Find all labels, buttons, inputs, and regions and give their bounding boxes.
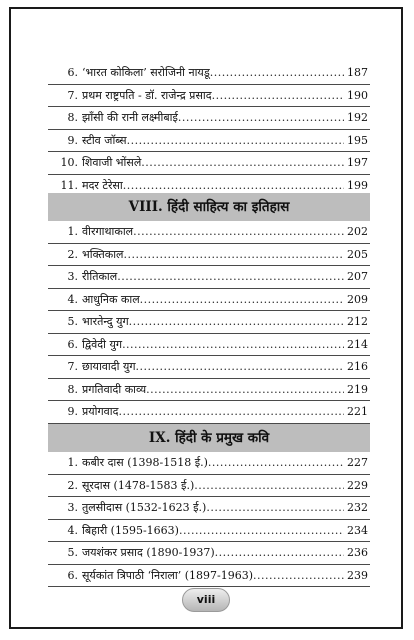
entry-title: ‘भारत कोकिला’ सरोजिनी नायडू .....: [82, 66, 344, 79]
entry-title: द्विवेदी युग .....: [82, 338, 344, 351]
toc-entry[interactable]: [48, 497, 370, 520]
entry-title: स्टीव जॉब्स .....: [82, 134, 344, 147]
toc-entry[interactable]: [48, 85, 370, 108]
toc-entry[interactable]: [48, 152, 370, 175]
entry-number: 2.: [67, 247, 78, 261]
entry-page: 190: [346, 85, 368, 107]
entry-title: आधुनिक काल .....: [82, 293, 344, 306]
toc-entry[interactable]: [48, 356, 370, 379]
entry-page: 207: [346, 266, 368, 288]
entry-title: जयशंकर प्रसाद (1890-1937) .....: [82, 546, 344, 559]
toc-list-ix: [48, 452, 370, 587]
entry-page: 205: [346, 244, 368, 266]
entry-number: 3.: [67, 501, 78, 514]
entry-page: 234: [346, 520, 368, 542]
entry-page: 195: [346, 130, 368, 152]
entry-number: 8.: [67, 111, 78, 124]
entry-title: झाँसी की रानी लक्ष्मीबाई .....: [82, 111, 344, 124]
entry-number: 7.: [67, 360, 78, 373]
entry-title: छायावादी युग .....: [82, 360, 344, 373]
entry-title: प्रयोगवाद .....: [82, 405, 344, 418]
entry-page: 216: [346, 356, 368, 378]
toc-entry[interactable]: [48, 221, 370, 244]
entry-number: 6.: [67, 66, 78, 79]
entry-title: भक्तिकाल .....: [82, 248, 344, 261]
entry-title: भारतेन्दु युग .....: [82, 315, 344, 328]
toc-entry[interactable]: [48, 565, 370, 588]
entry-number: 4.: [67, 292, 78, 306]
entry-page: 197: [346, 152, 368, 174]
entry-page: 199: [346, 175, 368, 197]
entry-number: 2.: [67, 478, 78, 492]
entry-page: 229: [346, 475, 368, 497]
toc-entry[interactable]: [48, 475, 370, 498]
entry-title: तुलसीदास (1532-1623 ई.) .....: [82, 501, 344, 514]
entry-title: सूर्यकांत त्रिपाठी ‘निराला’ (1897-1963) .....: [82, 569, 344, 582]
entry-title: प्रथम राष्ट्रपति - डॉ. राजेन्द्र प्रसाद .....: [82, 89, 344, 102]
toc-entry[interactable]: [48, 130, 370, 153]
section-heading-viii: VIII. हिंदी साहित्य का इतिहास: [48, 193, 370, 221]
entry-number: 9.: [67, 133, 78, 147]
entry-title: प्रगतिवादी काव्य .....: [82, 383, 344, 396]
entry-number: 6.: [67, 337, 78, 351]
entry-page: 221: [346, 401, 368, 423]
toc-entry[interactable]: [48, 334, 370, 357]
entry-number: 6.: [67, 568, 78, 582]
toc-entry[interactable]: [48, 401, 370, 424]
entry-title: सूरदास (1478-1583 ई.) .....: [82, 479, 344, 492]
toc-list-viii: [48, 221, 370, 446]
entry-page: 219: [346, 379, 368, 401]
entry-page: 187: [346, 62, 368, 84]
entry-page: 232: [346, 497, 368, 519]
entry-page: 212: [346, 311, 368, 333]
toc-entry[interactable]: [48, 266, 370, 289]
entry-page: 239: [346, 565, 368, 587]
toc-entry[interactable]: [48, 107, 370, 130]
entry-page: 209: [346, 289, 368, 311]
toc-entry[interactable]: [48, 542, 370, 565]
toc-entry[interactable]: [48, 289, 370, 312]
entry-number: 1.: [67, 456, 78, 469]
entry-page: 227: [346, 452, 368, 474]
toc-entry[interactable]: [48, 452, 370, 475]
entry-title: मदर टेरेसा .....: [82, 179, 344, 192]
entry-title: रीतिकाल .....: [82, 270, 344, 283]
toc-entry[interactable]: [48, 311, 370, 334]
toc-entry[interactable]: [48, 244, 370, 267]
entry-number: 11.: [60, 178, 78, 192]
entry-number: 9.: [67, 405, 78, 418]
entry-number: 4.: [67, 523, 78, 537]
entry-title: कबीर दास (1398-1518 ई.) .....: [82, 456, 344, 469]
entry-title: वीरगाथाकाल .....: [82, 225, 344, 238]
toc-entry[interactable]: [48, 62, 370, 85]
entry-page: 202: [346, 221, 368, 243]
entry-number: 10.: [60, 156, 78, 169]
entry-number: 7.: [67, 88, 78, 102]
entry-number: 1.: [67, 225, 78, 238]
entry-page: 192: [346, 107, 368, 129]
entry-number: 5.: [67, 546, 78, 559]
toc-entry[interactable]: [48, 379, 370, 402]
entry-title: शिवाजी भोंसले .....: [82, 156, 344, 169]
entry-number: 8.: [67, 382, 78, 396]
toc-entry[interactable]: [48, 520, 370, 543]
section-heading-ix: IX. हिंदी के प्रमुख कवि: [48, 424, 370, 452]
entry-page: 214: [346, 334, 368, 356]
entry-title: बिहारी (1595-1663) .....: [82, 524, 344, 537]
entry-number: 3.: [67, 270, 78, 283]
entry-page: 236: [346, 542, 368, 564]
toc-list-continued: [48, 62, 370, 197]
page-number-badge: viii: [182, 588, 230, 612]
entry-number: 5.: [67, 315, 78, 328]
